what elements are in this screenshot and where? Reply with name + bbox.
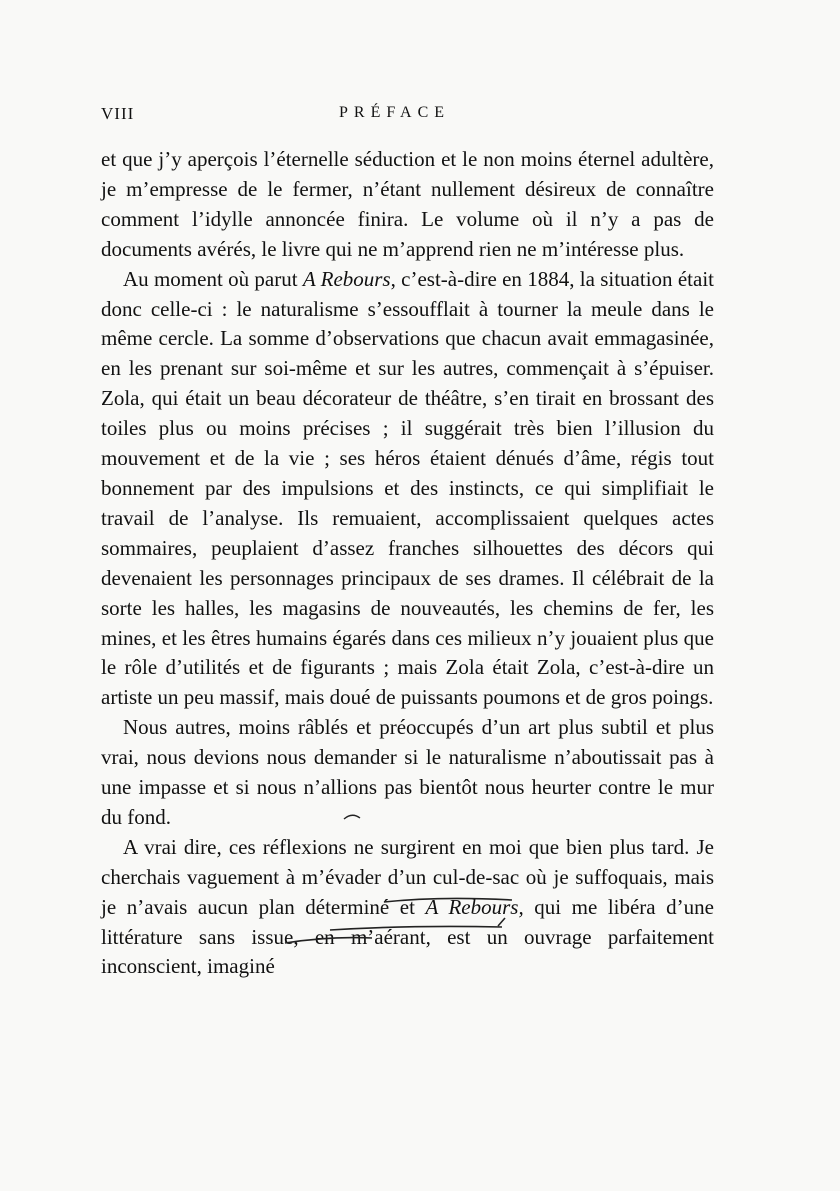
paragraph-4-text-after: qui me libéra d’une littérature sans issue, en m’aérant, est un ouvrage parfaitement inconscient, imaginé (101, 894, 714, 979)
paragraph-3-text: Nous autres, moins râblés et préoccupés d’un art plus subtil et plus vrai, nous devions nous demander si le naturalisme n’aboutissait pas à une impasse et si nous n’allions pas bientôt nous heurter contre le mur du fond. (101, 715, 714, 829)
book-title-a-rebours-2: A Rebours, (425, 894, 524, 919)
page-header (101, 104, 720, 130)
paragraph-1 (101, 145, 714, 265)
paragraph-1-text: et que j’y aperçois l’éternelle séduction et le non moins éternel adultère, je m’empresse de le fermer, n’étant nullement désireux de connaître comment l’idylle annoncée finira. Le volume où il n’y a pas de documents avérés, le livre qui ne m’apprend rien ne m’intéresse plus. (101, 147, 714, 261)
paragraph-2-text-after: , c’est-à-dire en 1884, la situation était donc celle-ci : le naturalisme s’essoufflait à tourner la meule dans le même cercle. La somme d’observations que chacun avait emmagasinée, en les prenant sur soi-même et sur les autres, commençait à s’épuiser. Zola, qui était un beau décorateur de théâtre, s’en tirait en brossant des toiles plus ou moins précises ; il suggérait très bien l’illusion du mouvement et de la vie ; ses héros étaient dénués d’âme, régis tout bonnement par des impulsions et des instincts, ce qui simplifiait le travail de l’analyse. Ils remuaient, accomplissaient quelques actes sommaires, peuplaient d’assez franches silhouettes des décors qui devenaient les personnages principaux de ses drames. Il célébrait de la sorte les halles, les magasins de nouveautés, les chemins de fer, les mines, et les êtres humains égarés dans ces milieux n’y jouaient plus que le rôle d’utilités et de figurants ; mais Zola était Zola, c’est-à-dire un artiste un peu massif, mais doué de puissants poumons et de gros poings. (101, 266, 714, 710)
paragraph-2 (101, 265, 714, 714)
body-text (101, 145, 714, 982)
paragraph-4-text-before: A vrai dire, ces réflexions ne surgirent en moi que bien plus tard. Je cherchais vaguement à m’évader d’un cul-de-sac où je suffoquais, mais je n’avais aucun plan déterminé et (101, 834, 714, 919)
book-title-a-rebours: A Rebours (302, 266, 391, 291)
paragraph-4 (101, 833, 714, 983)
paragraph-2-text-before: Au moment où parut (123, 266, 303, 291)
paragraph-3 (101, 713, 714, 833)
page-number: VIII (101, 104, 135, 123)
running-title: PRÉFACE (339, 104, 451, 121)
